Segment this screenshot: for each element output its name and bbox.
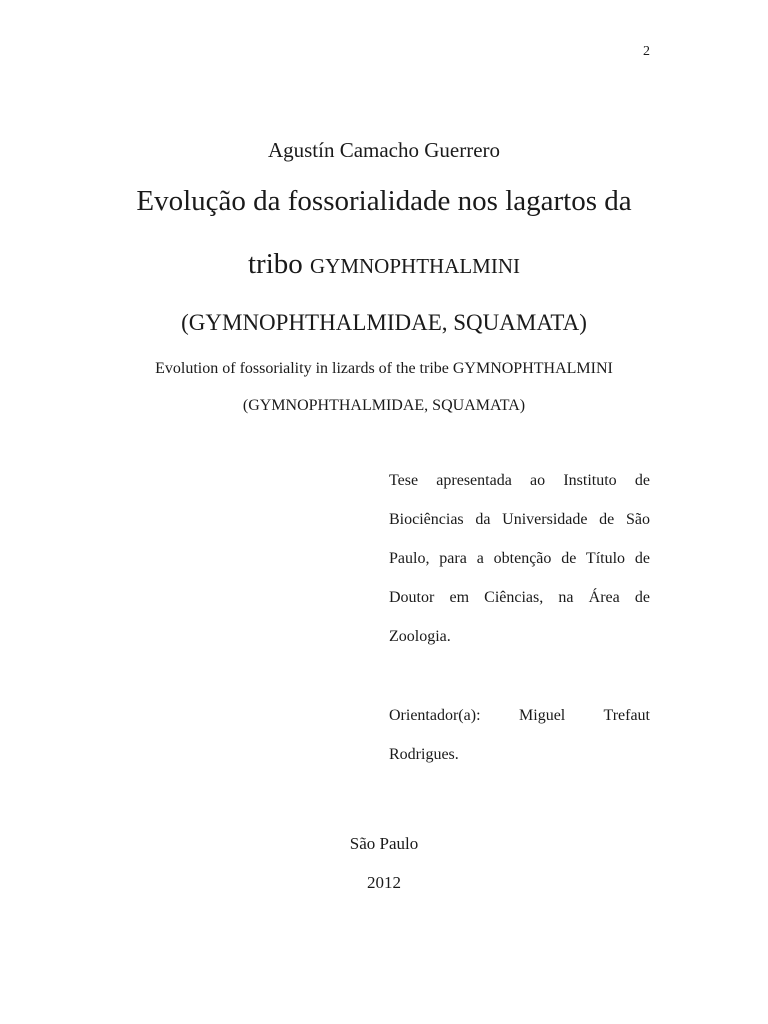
title-portuguese-line-3: (GYMNOPHTHALMIDAE, SQUAMATA) xyxy=(181,310,587,335)
advisor-line: Rodrigues. xyxy=(389,746,459,763)
city: São Paulo xyxy=(349,834,419,853)
thesis-statement-line: Tese apresentada ao Instituto de xyxy=(389,472,650,489)
title-english-line-2: (GYMNOPHTHALMIDAE, SQUAMATA) xyxy=(242,397,526,414)
advisor-statement xyxy=(389,705,650,783)
title-portuguese-line-2 xyxy=(0,248,768,281)
thesis-statement-line: Biociências da Universidade de São xyxy=(389,511,650,528)
year: 2012 xyxy=(367,873,401,892)
author-name: Agustín Camacho Guerrero xyxy=(267,138,501,162)
thesis-statement xyxy=(389,470,650,665)
title-english-line-1: Evolution of fossoriality in lizards of the tribe GYMNOPHTHALMINI xyxy=(155,360,613,377)
title-portuguese-word: tribo xyxy=(247,248,303,280)
thesis-statement-line: Doutor em Ciências, na Área de xyxy=(389,589,650,606)
title-portuguese-tribe: GYMNOPHTHALMINI xyxy=(310,254,521,278)
page-number: 2 xyxy=(643,44,650,59)
thesis-statement-line: Paulo, para a obtenção de Título de xyxy=(389,550,650,567)
advisor-line: Orientador(a): Miguel Trefaut xyxy=(389,707,650,724)
thesis-statement-line: Zoologia. xyxy=(389,628,451,645)
title-portuguese-line-1: Evolução da fossorialidade nos lagartos da xyxy=(136,185,632,217)
